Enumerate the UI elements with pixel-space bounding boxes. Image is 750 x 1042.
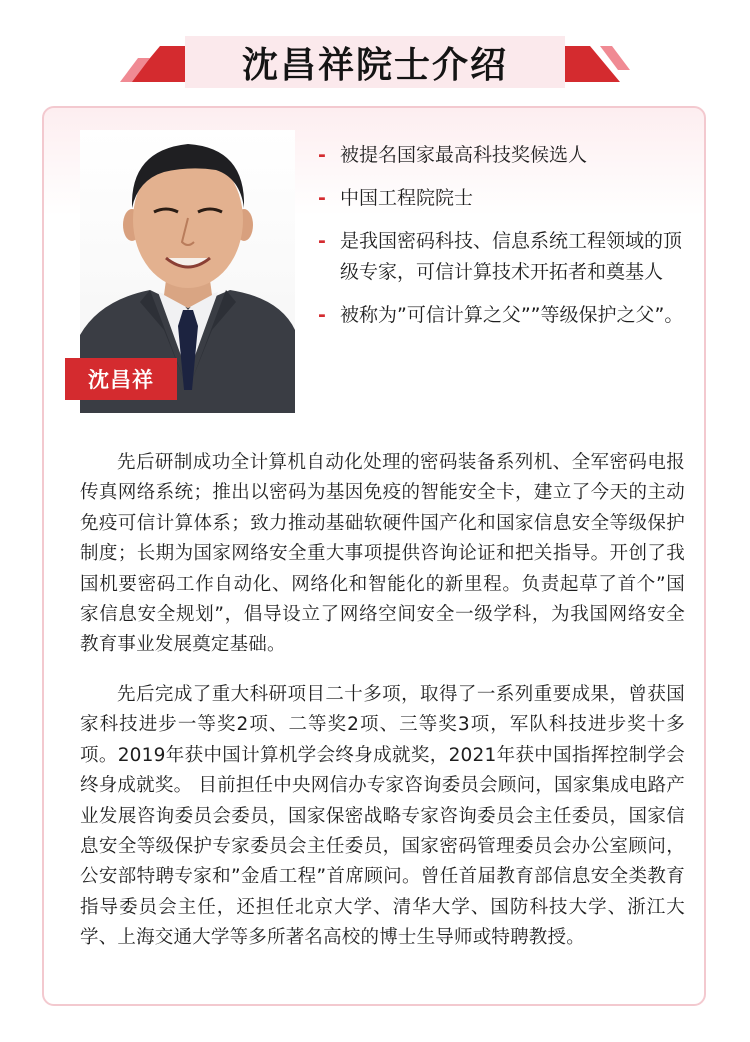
name-tag: 沈昌祥 [65, 358, 177, 400]
list-item [318, 183, 688, 214]
list-item [318, 140, 688, 171]
dash-bullet-icon: - [318, 144, 326, 166]
highlight-text: 是我国密码科技、信息系统工程领域的顶级专家，可信计算技术开拓者和奠基人 [340, 230, 683, 283]
list-item [318, 226, 688, 288]
bio-paragraph-2: 先后完成了重大科研项目二十多项，取得了一系列重要成果，曾获国家科技进步一等奖2项、二等奖2项、三等奖3项，军队科技进步奖十多项。2019年获中国计算机学会终身成就奖，2021年获中国指挥控制学会终身成就奖。 目前担任中央网信办专家咨询委员会顾问，国家集成电路产业发展咨询委员会委员，国家保密战略专家咨询委员会主任委员，国家信息安全等级保护专家委员会主任委员，国家密码管理委员会办公室顾问，公安部特聘专家和”金盾工程”首席顾问。曾任首届教育部信息安全类教育指导委员会主任，还担任北京大学、清华大学、国防科技大学、浙江大学、上海交通大学等多所著名高校的博士生导师或特聘教授。 [80, 684, 685, 949]
page-title: 沈昌祥院士介绍 [241, 44, 508, 86]
dash-bullet-icon: - [318, 304, 326, 326]
highlight-text: 被提名国家最高科技奖候选人 [340, 144, 588, 166]
page-title-box [185, 36, 565, 88]
highlight-list [318, 140, 688, 343]
list-item [318, 300, 688, 331]
dash-bullet-icon: - [318, 230, 326, 252]
dash-bullet-icon: - [318, 187, 326, 209]
highlight-text: 被称为”可信计算之父””等级保护之父”。 [340, 304, 684, 326]
highlight-text: 中国工程院院士 [340, 187, 474, 209]
bio-paragraph-1: 先后研制成功全计算机自动化处理的密码装备系列机、全军密码电报传真网络系统；推出以密码为基因免疫的智能安全卡，建立了今天的主动免疫可信计算体系；致力推动基础软硬件国产化和国家信息安全等级保护制度；长期为国家网络安全重大事项提供咨询论证和把关指导。开创了我国机要密码工作自动化、网络化和智能化的新里程。负责起草了首个”国家信息安全规划”，倡导设立了网络空间安全一级学科，为我国网络安全教育事业发展奠定基础。 [80, 452, 685, 656]
